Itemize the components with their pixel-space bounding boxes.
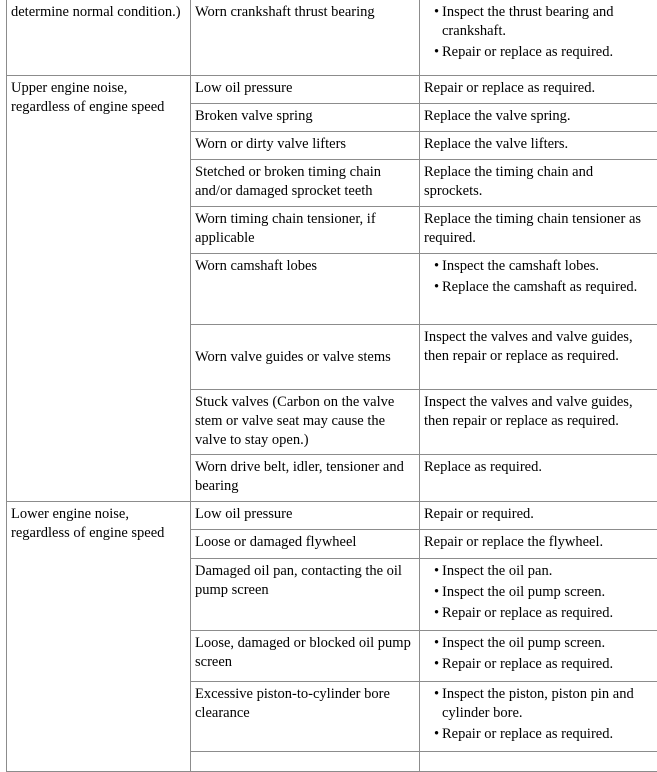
action-text: Repair or replace as required. bbox=[420, 76, 657, 101]
cause-cell bbox=[191, 390, 420, 455]
action-cell bbox=[420, 455, 657, 502]
cause-text: Excessive piston-to-cylinder bore clearance bbox=[191, 682, 419, 726]
action-bullet: • Replace the camshaft as required. bbox=[420, 278, 653, 297]
action-bullet: • Repair or replace as required. bbox=[420, 725, 653, 744]
action-cell bbox=[420, 132, 657, 160]
cause-cell bbox=[191, 502, 420, 530]
action-text: Replace the timing chain tensioner as required. bbox=[420, 207, 657, 251]
table-row bbox=[7, 76, 657, 104]
cause-text: Worn camshaft lobes bbox=[191, 254, 419, 279]
cause-cell bbox=[191, 631, 420, 682]
action-cell bbox=[420, 325, 657, 390]
action-bullet: • Repair or replace as required. bbox=[420, 655, 653, 674]
action-cell bbox=[420, 559, 657, 631]
cause-text: Worn drive belt, idler, tensioner and bearing bbox=[191, 455, 419, 499]
symptom-text: determine normal condition.) bbox=[7, 0, 190, 25]
cause-cell bbox=[191, 682, 420, 752]
action-text: Inspect the valves and valve guides, then repair or replace as required. bbox=[420, 390, 657, 434]
action-cell bbox=[420, 502, 657, 530]
cause-cell bbox=[191, 104, 420, 132]
action-cell bbox=[420, 390, 657, 455]
action-cell bbox=[420, 631, 657, 682]
cause-cell bbox=[191, 254, 420, 325]
cause-text: Stetched or broken timing chain and/or damaged sprocket teeth bbox=[191, 160, 419, 204]
cause-text: Damaged oil pan, contacting the oil pump screen bbox=[191, 559, 419, 603]
action-bullet: • Inspect the piston, piston pin and cylinder bore. bbox=[420, 685, 653, 723]
action-cell bbox=[420, 530, 657, 559]
action-text: Inspect the valves and valve guides, then repair or replace as required. bbox=[420, 325, 657, 369]
cause-cell bbox=[191, 76, 420, 104]
action-bullet: • Inspect the oil pump screen. bbox=[420, 634, 653, 653]
cause-text: Stuck valves (Carbon on the valve stem or valve seat may cause the valve to stay open.) bbox=[191, 390, 419, 453]
symptom-text: Lower engine noise, regardless of engine speed bbox=[7, 502, 190, 546]
symptom-text: Upper engine noise, regardless of engine speed bbox=[7, 76, 190, 120]
cause-cell bbox=[191, 207, 420, 254]
cause-text: Low oil pressure bbox=[191, 502, 419, 527]
cause-cell bbox=[191, 455, 420, 502]
table-row bbox=[7, 502, 657, 530]
cause-text: Worn or dirty valve lifters bbox=[191, 132, 419, 157]
action-bullet: • Inspect the oil pan. bbox=[420, 562, 653, 581]
action-bullet: • Inspect the oil pump screen. bbox=[420, 583, 653, 602]
cause-cell bbox=[191, 530, 420, 559]
action-bullet: • Inspect the camshaft lobes. bbox=[420, 257, 653, 276]
table-row bbox=[7, 0, 657, 76]
cause-text: Loose or damaged flywheel bbox=[191, 530, 419, 555]
action-text: Repair or required. bbox=[420, 502, 657, 527]
cause-text: Loose, damaged or blocked oil pump screen bbox=[191, 631, 419, 675]
symptom-cell bbox=[7, 0, 191, 76]
cause-cell bbox=[191, 559, 420, 631]
action-cell bbox=[420, 682, 657, 752]
cause-text: Worn timing chain tensioner, if applicable bbox=[191, 207, 419, 251]
action-text: Replace the valve lifters. bbox=[420, 132, 657, 157]
action-text: Repair or replace the flywheel. bbox=[420, 530, 657, 555]
action-cell bbox=[420, 0, 657, 76]
action-cell bbox=[420, 254, 657, 325]
cause-cell bbox=[191, 0, 420, 76]
cause-text: Worn valve guides or valve stems bbox=[191, 345, 419, 370]
action-text: Replace the timing chain and sprockets. bbox=[420, 160, 657, 204]
symptom-cell bbox=[7, 76, 191, 502]
action-text: Replace the valve spring. bbox=[420, 104, 657, 129]
cause-text: Low oil pressure bbox=[191, 76, 419, 101]
cause-text: Broken valve spring bbox=[191, 104, 419, 129]
action-bullet: • Inspect the thrust bearing and crankshaft. bbox=[420, 3, 653, 41]
cause-cell bbox=[191, 132, 420, 160]
action-cell bbox=[420, 207, 657, 254]
symptom-cell bbox=[7, 502, 191, 772]
cause-text: Worn crankshaft thrust bearing bbox=[191, 0, 419, 25]
action-cell bbox=[420, 104, 657, 132]
action-cell bbox=[420, 76, 657, 104]
cause-cell bbox=[191, 325, 420, 390]
action-bullet: • Repair or replace as required. bbox=[420, 43, 653, 62]
action-text: Replace as required. bbox=[420, 455, 657, 480]
diagnostic-table bbox=[6, 0, 657, 772]
action-cell bbox=[420, 160, 657, 207]
action-bullet: • Repair or replace as required. bbox=[420, 604, 653, 623]
cause-cell bbox=[191, 160, 420, 207]
